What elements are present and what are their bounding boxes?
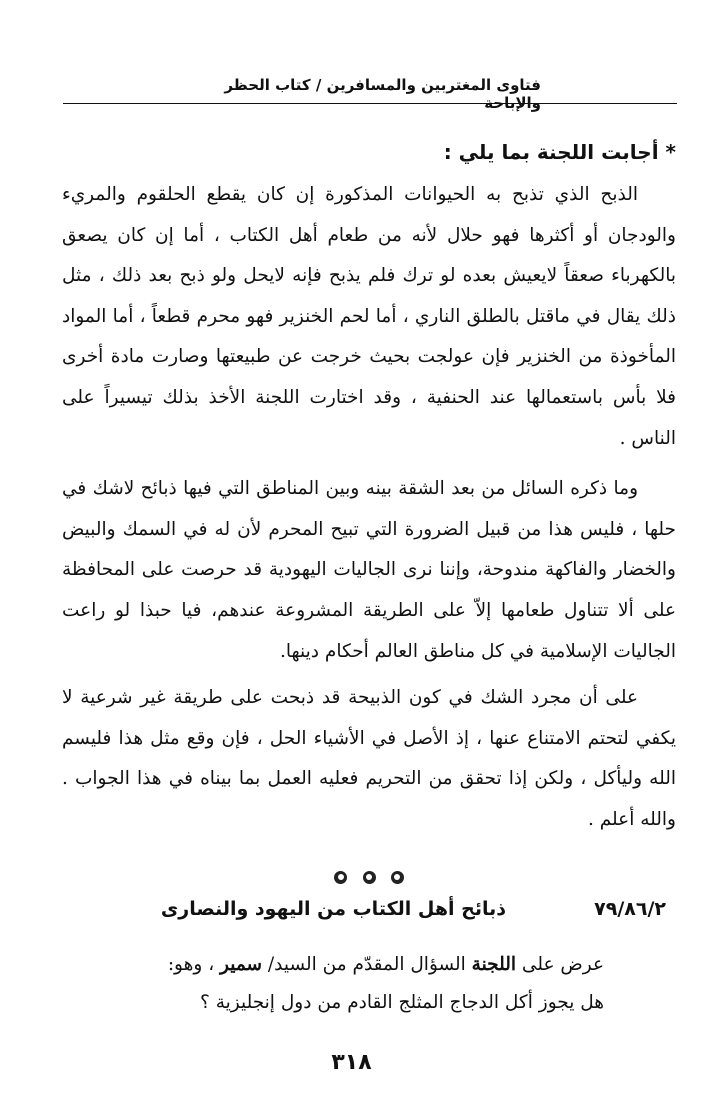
fatwa-title: ذبائح أهل الكتاب من اليهود والنصارى bbox=[160, 897, 506, 920]
header-rule bbox=[63, 103, 677, 104]
question-intro-start: عرض على bbox=[516, 953, 604, 975]
question-intro bbox=[62, 946, 604, 984]
answer-heading: * أجابت اللجنة بما يلي : bbox=[443, 140, 676, 164]
ornament-icon bbox=[363, 871, 376, 884]
question-text: هل يجوز أكل الدجاج المثلج القادم من دول إنجليزية ؟ bbox=[200, 991, 604, 1013]
answer-paragraph-1: الذبح الذي تذبح به الحيوانات المذكورة إن كان يقطع الحلقوم والمريء والودجان أو أكثرها فهو حلال لأنه من طعام أهل الكتاب ، أما إن كان يصعق بالكهرباء صعقاً لايعيش بعده لو ترك فلم يذبح فإنه لايحل ولو ذبح بعد ذلك ، مثل ذلك يقال في ماقتل بالطلق الناري ، أما لحم الخنزير فهو محرم قطعاً ، أما المواد المأخوذة من الخنزير فإن عولجت بحيث خرجت عن طبيعتها وصارت مادة أخرى فلا بأس باستعمالها عند الحنفية ، وقد اختارت اللجنة الأخذ بذلك تيسيراً على الناس . bbox=[62, 184, 676, 449]
committee-name: اللجنة bbox=[471, 953, 517, 975]
question-block bbox=[62, 946, 604, 1022]
page-number: ٣١٨ bbox=[331, 1050, 372, 1075]
ornament-icon bbox=[391, 871, 404, 884]
ornament-icon bbox=[334, 871, 347, 884]
question-intro-end: ، وهو: bbox=[167, 953, 221, 975]
running-header: فتاوى المغتربين والمسافرين / كتاب الحظر والإباحة bbox=[224, 76, 541, 112]
answer-paragraph-2: وما ذكره السائل من بعد الشقة بينه وبين المناطق التي فيها ذبائح لاشك في حلها ، فليس هذا من قبيل الضرورة التي تبيح المحرم لأن له في السمك والبيض والخضار والفاكهة مندوحة، وإننا نرى الجاليات اليهودية قد حرصت على المحافظة على ألا تتناول طعامها إلاّ على الطريقة المشروعة عندهم، فيا حبذا لو راعت الجاليات الإسلامية في كل مناطق العالم أحكام دينها. bbox=[62, 478, 676, 662]
fatwa-number: ٧٩/٨٦/٢ bbox=[594, 897, 666, 920]
section-separator bbox=[62, 867, 676, 886]
question-intro-middle: السؤال المقدّم من السيد/ bbox=[262, 953, 472, 975]
page-body bbox=[62, 133, 676, 1022]
answer-paragraph-3: على أن مجرد الشك في كون الذبيحة قد ذبحت على طريقة غير شرعية لا يكفي لتحتم الامتناع عنها ، إذ الأصل في الأشياء الحل ، فإن وقع مثل هذا فليسم الله وليأكل ، ولكن إذا تحقق من التحريم فعليه العمل بما بيناه في هذا الجواب . والله أعلم . bbox=[62, 687, 676, 830]
fatwa-heading bbox=[62, 894, 676, 928]
asker-name: سمير bbox=[220, 953, 263, 975]
